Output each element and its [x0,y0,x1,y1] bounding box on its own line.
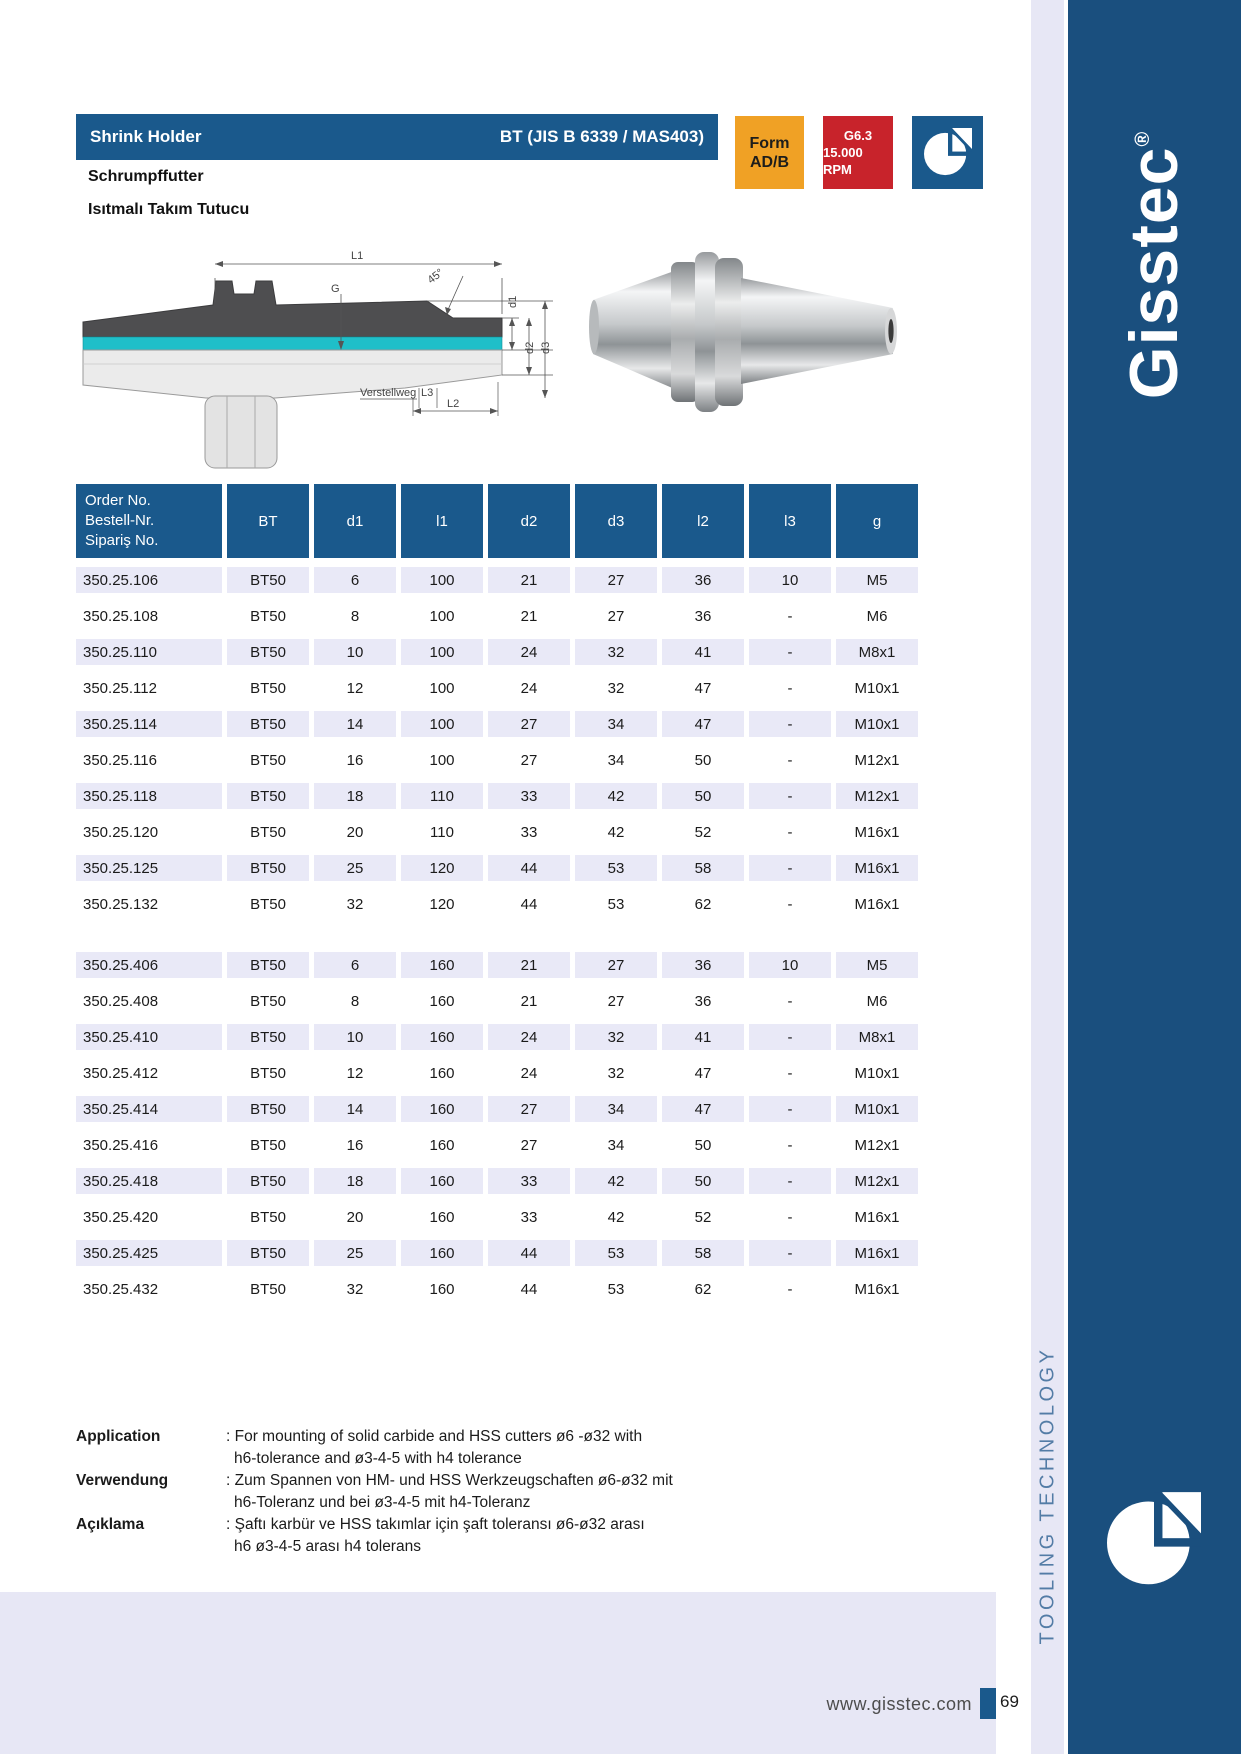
table-cell: BT50 [227,567,309,593]
table-cell: 160 [401,1168,483,1194]
application-row-en [76,1426,673,1470]
table-cell: BT50 [227,711,309,737]
table-cell: 21 [488,567,570,593]
table-cell: BT50 [227,783,309,809]
footer-bar [0,1592,996,1754]
order-no-header [76,484,222,558]
brand-wordmark-wrap [1068,75,1241,455]
table-cell: - [787,751,793,769]
table-cell: 41 [662,639,744,665]
col-header-d2: d2 [488,484,570,558]
table-cell: 32 [575,639,657,665]
table-cell: 62 [694,895,712,913]
standard-label: BT (JIS B 6339 / MAS403) [499,127,704,146]
table-cell: 34 [575,711,657,737]
table-cell: M12x1 [854,751,900,769]
table-cell: 20 [346,1208,364,1226]
order-no-cell: 350.25.112 [83,679,157,697]
table-cell: 120 [429,895,455,913]
table-cell: 36 [662,567,744,593]
application-label-de: Verwendung [76,1472,169,1489]
subtitle-turkish: Isıtmalı Takım Tutucu [88,201,250,218]
table-cell: 52 [694,823,712,841]
table-cell: - [787,1136,793,1154]
table-cell: BT50 [227,1240,309,1266]
table-cell: 27 [575,952,657,978]
table-cell: 14 [314,1096,396,1122]
form-badge-line2: AD/B [749,153,790,171]
table-cell: M12x1 [836,783,918,809]
table-cell: M12x1 [836,1168,918,1194]
table-cell: BT50 [227,952,309,978]
table-cell: 42 [607,823,625,841]
table-cell: - [749,783,831,809]
table-cell: 160 [401,1096,483,1122]
table-cell: 34 [607,1136,625,1154]
order-no-line-en: Order No. [85,492,151,509]
table-cell: BT50 [250,823,286,841]
table-cell: 44 [488,855,570,881]
gisstec-logo-icon [924,128,972,178]
table-cell: - [749,639,831,665]
order-no-cell: 350.25.414 [76,1096,222,1122]
table-cell: - [749,855,831,881]
table-cell: 14 [314,711,396,737]
table-cell: 8 [350,607,360,625]
table-cell: 12 [346,679,364,697]
table-cell: 110 [430,823,454,841]
table-cell: 100 [429,607,455,625]
order-no-line-tr: Sipariş No. [85,532,159,549]
table-cell: 53 [607,1280,625,1298]
table-cell: 120 [401,855,483,881]
table-cell: - [787,895,793,913]
col-header-l1: l1 [401,484,483,558]
table-cell: 58 [662,855,744,881]
table-cell: 50 [694,751,712,769]
table-cell: M5 [836,952,918,978]
table-cell: M6 [866,992,888,1010]
bore-highlight [83,337,502,350]
table-cell: 32 [575,1024,657,1050]
table-cell: 16 [346,1136,364,1154]
application-text-en-line2: h6-tolerance and ø3-4-5 with h4 tolerance [234,1450,522,1467]
application-text-tr-line1: : Şaftı karbür ve HSS takımlar için şaft toleransı ø6-ø32 arası [226,1516,645,1533]
table-cell: 100 [401,567,483,593]
balance-grade-line1: G6.3 [843,128,873,143]
page-number-marker [980,1688,996,1719]
table-cell: 44 [488,1240,570,1266]
table-cell: - [787,679,793,697]
table-cell: 21 [488,952,570,978]
application-text-de-line2: h6-Toleranz und bei ø3-4-5 mit h4-Toleranz [234,1494,531,1511]
table-cell: 24 [488,1024,570,1050]
table-cell: 33 [520,1208,538,1226]
table-cell: - [787,1064,793,1082]
table-cell: 53 [575,1240,657,1266]
table-cell: 12 [346,1064,364,1082]
table-cell: 53 [575,855,657,881]
order-no-cell: 350.25.118 [76,783,222,809]
table-cell: 62 [694,1280,712,1298]
table-cell: 8 [350,992,360,1010]
col-header-g: g [836,484,918,558]
col-header-d3: d3 [575,484,657,558]
table-cell: BT50 [250,1280,286,1298]
order-no-cell: 350.25.110 [76,639,222,665]
table-cell: 50 [662,783,744,809]
table-cell: 32 [346,895,364,913]
table-cell: 100 [429,751,455,769]
col-header-l3: l3 [749,484,831,558]
col-header-bt: BT [227,484,309,558]
table-cell: M16x1 [854,1208,900,1226]
table-cell: 58 [662,1240,744,1266]
table-cell: 10 [314,1024,396,1050]
table-cell: 47 [662,711,744,737]
table-cell: M16x1 [836,855,918,881]
table-cell: 27 [607,607,625,625]
table-cell: 33 [520,823,538,841]
table-cell: - [787,992,793,1010]
dim-verstellweg-label: Verstellweg [360,387,417,399]
table-cell: 10 [749,952,831,978]
table-cell: 44 [520,1280,538,1298]
table-cell: 47 [662,1096,744,1122]
table-cell: 52 [694,1208,712,1226]
dim-angle-label: 45° [425,266,446,287]
table-cell: 32 [346,1280,364,1298]
table-cell: 160 [429,992,455,1010]
table-cell: 10 [314,639,396,665]
table-cell: BT50 [250,751,286,769]
table-cell: 25 [314,1240,396,1266]
application-text-tr [226,1514,645,1558]
table-cell: 44 [520,895,538,913]
table-cell: 160 [401,952,483,978]
table-cell: 25 [314,855,396,881]
table-cell: 47 [694,1064,712,1082]
tagline-text: TOOLING TECHNOLOGY [1036,1346,1058,1644]
application-text-tr-line2: h6 ø3-4-5 arası h4 tolerans [234,1538,421,1555]
table-cell: - [749,711,831,737]
table-cell: BT50 [227,1024,309,1050]
order-no-cell: 350.25.120 [83,823,159,841]
table-cell: 33 [488,1168,570,1194]
table-cell: 100 [401,639,483,665]
table-cell: M16x1 [854,895,900,913]
table-cell: 18 [314,783,396,809]
order-no-cell: 350.25.125 [76,855,222,881]
order-no-cell: 350.25.412 [83,1064,159,1082]
dim-l1-label: L1 [351,250,364,262]
table-cell: 160 [429,1208,455,1226]
application-text-de [226,1470,673,1514]
table-cell: 27 [520,1136,538,1154]
dim-g-label: G [331,283,340,295]
table-cell: 16 [346,751,364,769]
table-cell: M5 [836,567,918,593]
collar-section [205,396,277,468]
table-cell: BT50 [227,1168,309,1194]
section-title-bar [76,114,718,160]
table-cell: 36 [662,952,744,978]
table-cell: 24 [520,1064,538,1082]
table-header-row [76,484,918,558]
application-text-en [226,1426,642,1470]
table-cell: - [787,823,793,841]
table-body-group2 [76,952,918,1302]
table-cell: BT50 [250,1208,286,1226]
table-cell: 47 [694,679,712,697]
table-cell: BT50 [250,1064,286,1082]
table-cell: 34 [607,751,625,769]
table-cell: 42 [607,1208,625,1226]
form-badge-line1: Form [749,134,790,152]
order-no-cell: 350.25.406 [76,952,222,978]
table-cell: 20 [346,823,364,841]
table-cell: 34 [575,1096,657,1122]
technical-drawing [75,228,567,480]
table-cell: 50 [694,1136,712,1154]
application-row-de [76,1470,673,1514]
table-body-group1 [76,567,918,917]
table-cell: 27 [488,711,570,737]
balance-grade-line2: 15.000 RPM [823,145,863,177]
table-cell: 42 [575,783,657,809]
table-cell: M16x1 [854,823,900,841]
table-cell: - [787,607,793,625]
table-cell: 50 [662,1168,744,1194]
order-no-cell: 350.25.116 [83,751,157,769]
application-label-tr: Açıklama [76,1516,145,1533]
table-cell: 110 [401,783,483,809]
application-text-de-line1: : Zum Spannen von HM- und HSS Werkzeugschaften ø6-ø32 mit [226,1472,673,1489]
brand-name: Gisstec [1116,146,1193,400]
table-cell: 160 [429,1280,455,1298]
table-cell: 10 [749,567,831,593]
table-cell: BT50 [227,639,309,665]
order-no-cell: 350.25.114 [76,711,222,737]
table-cell: 6 [314,567,396,593]
table-cell: BT50 [250,895,286,913]
brand-logo-badge [912,116,983,189]
subtitle-german: Schrumpffutter [88,168,204,185]
table-cell: 100 [429,679,455,697]
website-link[interactable]: www.gisstec.com [826,1694,972,1714]
application-text-en-line1: : For mounting of solid carbide and HSS cutters ø6 -ø32 with [226,1428,643,1445]
table-cell: 160 [401,1024,483,1050]
table-cell: 160 [429,1064,455,1082]
table-cell: 160 [401,1240,483,1266]
order-no-cell: 350.25.408 [83,992,159,1010]
table-cell: 33 [488,783,570,809]
table-cell: 100 [401,711,483,737]
page-number: 69 [1000,1692,1019,1711]
table-cell: BT50 [250,679,286,697]
table-cell: 42 [575,1168,657,1194]
table-cell: - [787,1208,793,1226]
dim-l3-label: L3 [421,387,434,399]
table-cell: 41 [662,1024,744,1050]
registered-mark: ® [1132,130,1155,147]
table-cell: 32 [607,1064,625,1082]
order-no-cell: 350.25.410 [76,1024,222,1050]
order-no-cell: 350.25.420 [83,1208,159,1226]
table-cell: 27 [607,992,625,1010]
table-cell: M10x1 [836,1096,918,1122]
table-cell: 53 [607,895,625,913]
brand-wordmark [1116,131,1194,399]
order-no-cell: 350.25.425 [76,1240,222,1266]
table-cell: M10x1 [854,679,900,697]
table-cell: - [787,1280,793,1298]
dim-d2-label: d2 [524,341,536,354]
dim-d3-label: d3 [540,341,552,354]
table-cell: M10x1 [836,711,918,737]
table-cell: 27 [575,567,657,593]
table-cell: BT50 [250,607,286,625]
table-cell: M8x1 [836,1024,918,1050]
table-cell: - [749,1168,831,1194]
application-notes [76,1426,673,1558]
table-cell: 24 [488,639,570,665]
table-cell: M6 [866,607,888,625]
table-cell: M16x1 [854,1280,900,1298]
table-cell: 24 [520,679,538,697]
application-row-tr [76,1514,673,1558]
order-no-cell: 350.25.106 [76,567,222,593]
table-cell: BT50 [227,1096,309,1122]
table-cell: - [749,1024,831,1050]
order-no-cell: 350.25.418 [76,1168,222,1194]
page-title: Shrink Holder [90,127,202,146]
table-cell: 18 [314,1168,396,1194]
order-no-cell: 350.25.132 [83,895,159,913]
col-header-d1: d1 [314,484,396,558]
table-cell: - [749,1096,831,1122]
order-no-line-de: Bestell-Nr. [85,512,155,529]
application-label-en: Application [76,1428,161,1445]
table-cell: 27 [520,751,538,769]
table-cell: BT50 [227,855,309,881]
table-cell: 36 [694,607,712,625]
order-no-cell: 350.25.108 [83,607,159,625]
product-photo [585,248,900,418]
gisstec-logo-mark [1107,1492,1201,1590]
balance-grade-badge [823,116,893,189]
table-cell: M16x1 [836,1240,918,1266]
table-cell: 36 [694,992,712,1010]
order-no-cell: 350.25.432 [83,1280,159,1298]
table-cell: M10x1 [854,1064,900,1082]
table-cell: BT50 [250,992,286,1010]
table-cell: 27 [488,1096,570,1122]
order-no-cell: 350.25.416 [83,1136,159,1154]
table-cell: 21 [520,992,538,1010]
dim-l2-label: L2 [447,398,460,410]
table-cell: 32 [607,679,625,697]
tagline-wrap [1031,1325,1064,1665]
table-cell: 6 [314,952,396,978]
table-cell: 21 [520,607,538,625]
col-header-l2: l2 [662,484,744,558]
table-cell: 160 [429,1136,455,1154]
table-cell: M12x1 [854,1136,900,1154]
table-cell: BT50 [250,1136,286,1154]
table-cell: M8x1 [836,639,918,665]
dim-d1-label: d1 [507,295,519,308]
form-badge [735,116,804,189]
table-cell: - [749,1240,831,1266]
